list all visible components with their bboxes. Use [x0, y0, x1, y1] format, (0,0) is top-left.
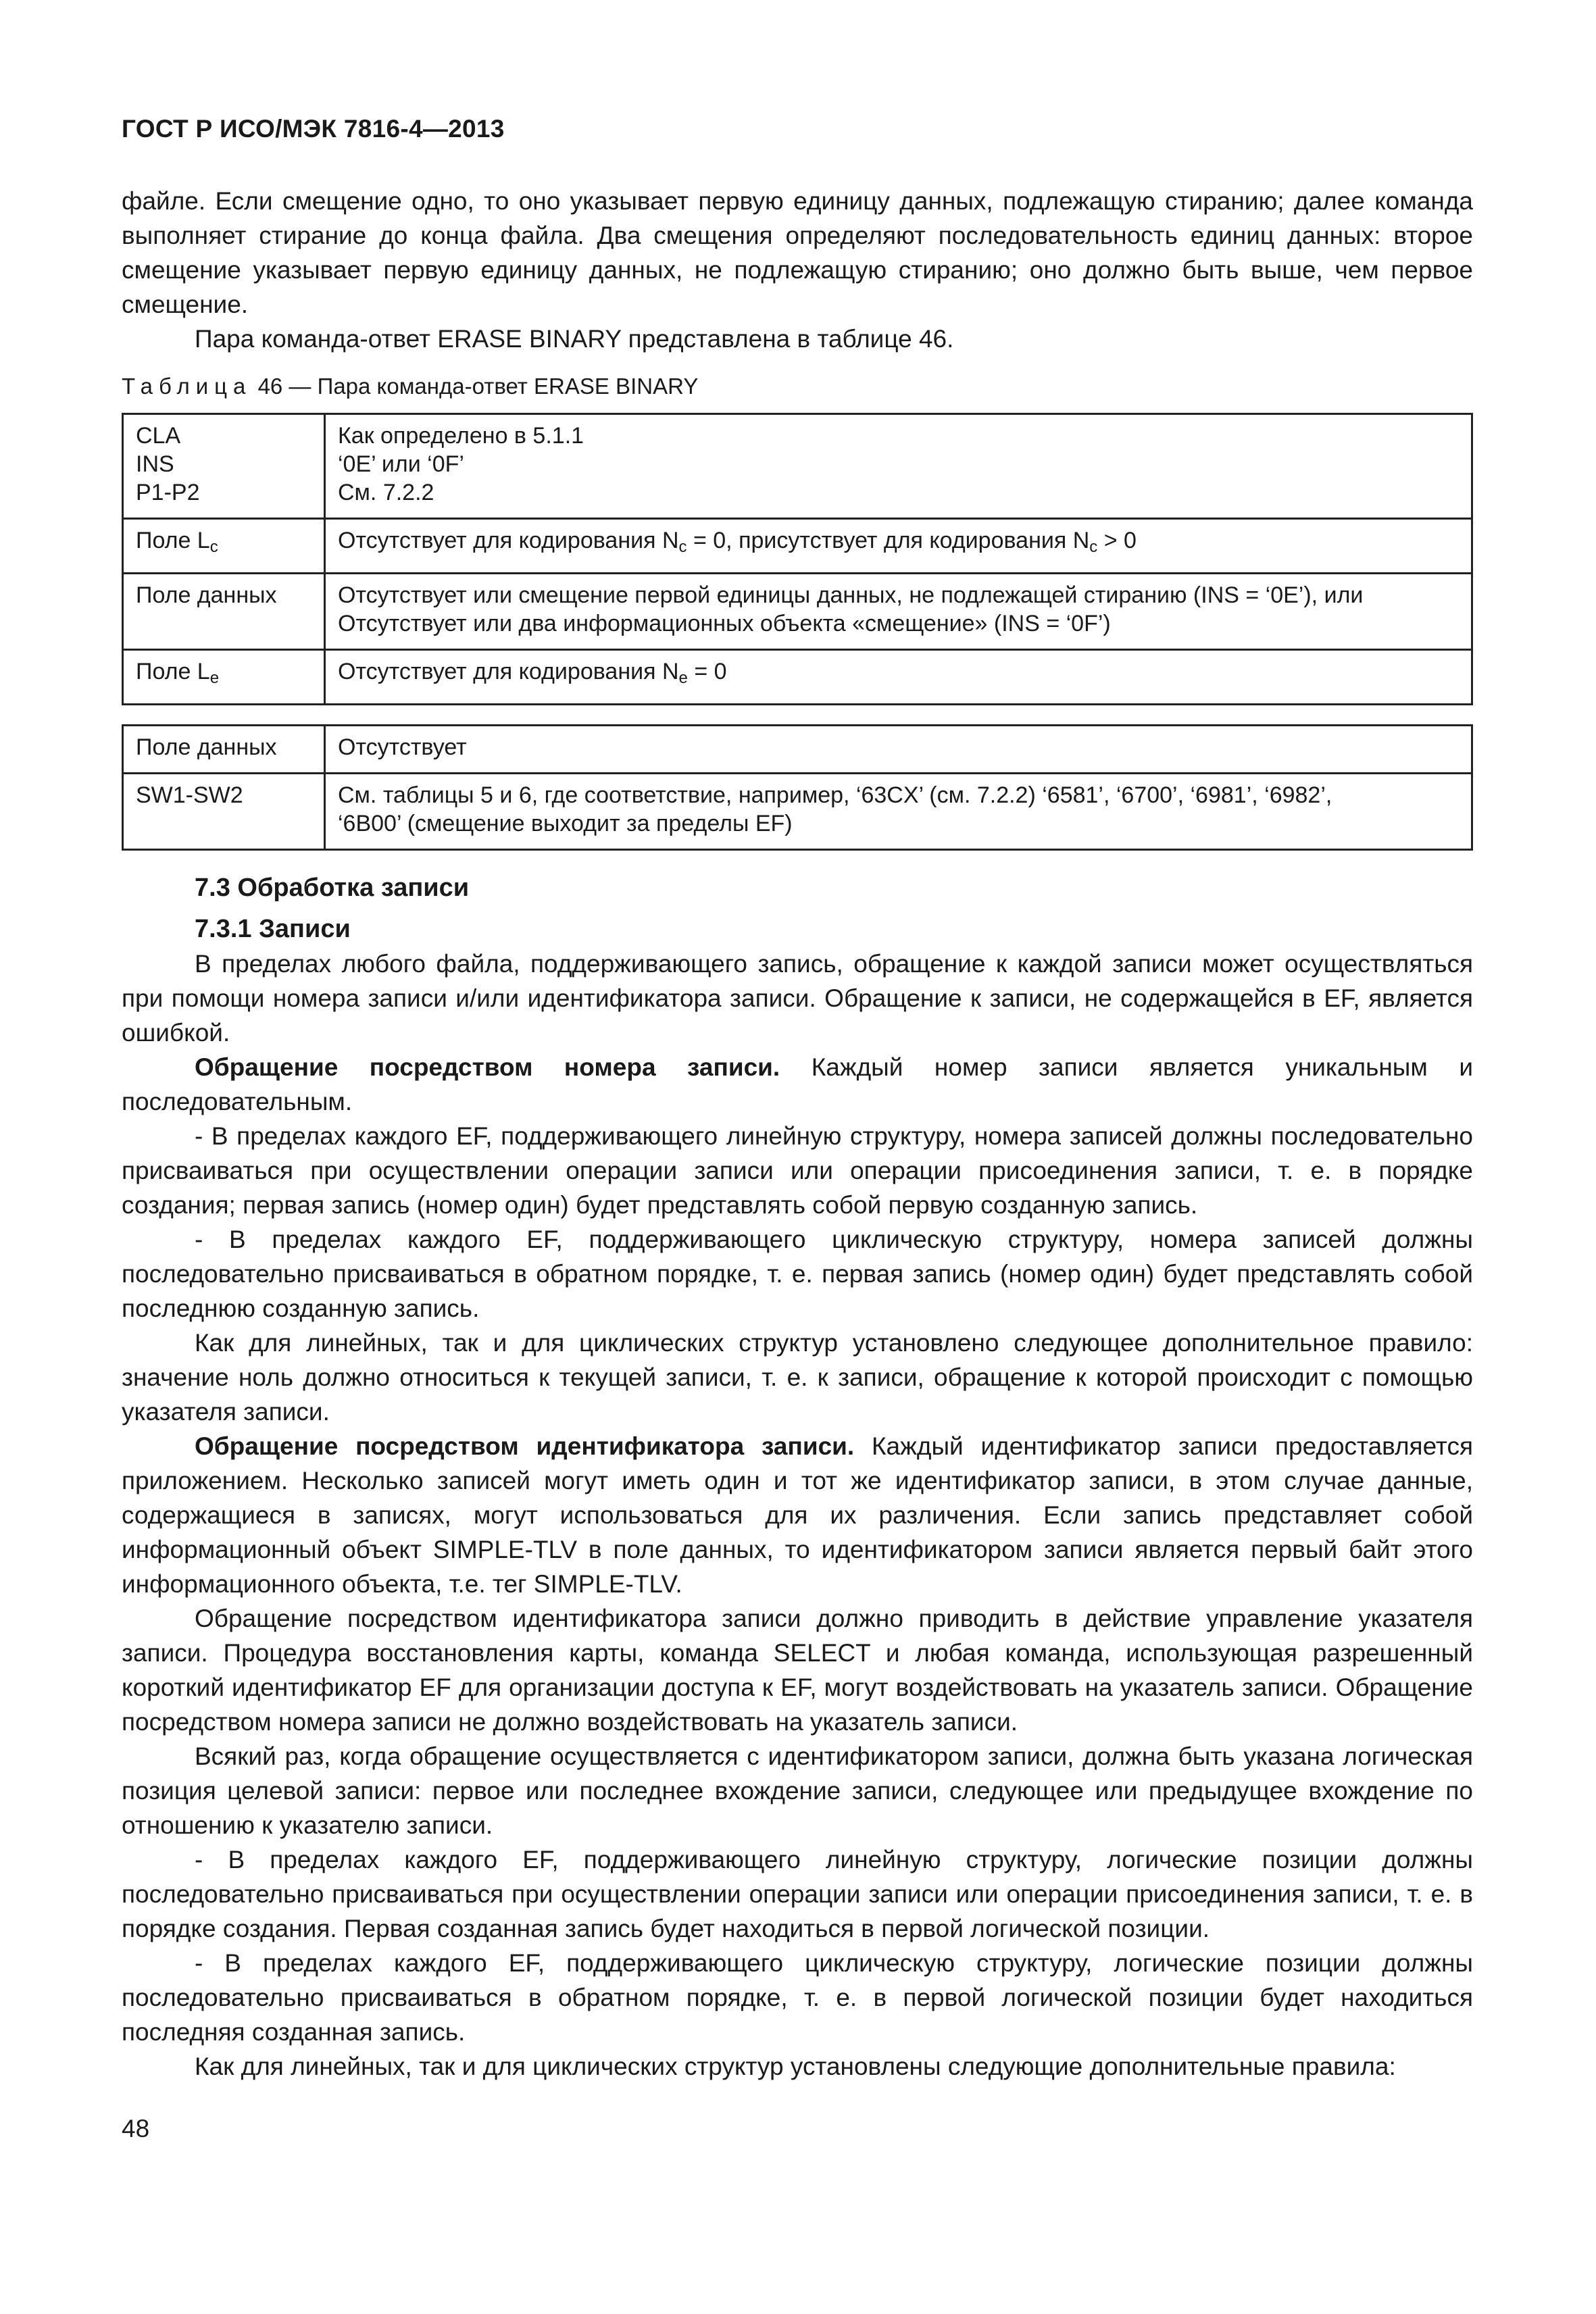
value-ins: ‘0E’ или ‘0F’ — [338, 451, 464, 477]
paragraph: Всякий раз, когда обращение осуществляется с идентификатором записи, должна быть указана логическая позиция целевой записи: первое или последнее вхождение записи, следующее или предыдущее вхождение по отношению к указателю записи. — [122, 1742, 1473, 1839]
page-number: 48 — [122, 2115, 150, 2142]
table-gap — [122, 705, 1473, 724]
document-header: ГОСТ Р ИСО/МЭК 7816-4—2013 — [122, 115, 505, 143]
table-cell-value: См. таблицы 5 и 6, где соответствие, например, ‘63CX’ (см. 7.2.2) ‘6581’, ‘6700’, ‘6981’, ‘6982’, ‘6B00’ (смещение выходит за пределы EF) — [325, 774, 1472, 850]
table-row — [123, 726, 1472, 774]
table-cell-label: Поле $L_e$ — [123, 650, 325, 705]
paragraph: - В пределах каждого EF, поддерживающего линейную структуру, номера записей должны последовательно присваиваться при осуществлении операции записи или операции присоединения записи, т. е. в порядке создания; первая запись (номер один) будет представлять собой первую созданную запись. — [122, 1122, 1473, 1219]
subsection-heading: 7.3.1 Записи — [195, 915, 351, 943]
label-cla: CLA — [136, 423, 181, 449]
intro-paragraph: файле. Если смещение одно, то оно указывает первую единицу данных, подлежащую стиранию; далее команда выполняет стирание до конца файла. Два смещения определяют последовательность единиц данных: второе смещение указывает первую единицу данных, не подлежащую стиранию; оно должно быть выше, чем первое смещение. — [122, 187, 1473, 318]
paragraph: - В пределах каждого EF, поддерживающего циклическую структуру, логические позиции должны последовательно присваиваться в обратном порядке, т. е. в первой логической позиции будет находиться последняя созданная запись. — [122, 1949, 1473, 2046]
table-caption-text: 46 — Пара команда-ответ ERASE BINARY — [257, 374, 699, 399]
table-cell-value — [325, 414, 1472, 519]
table-cell-value: Отсутствует для кодирования $N_e = 0$ — [325, 650, 1472, 705]
table-cell-label: Поле данных — [123, 726, 325, 774]
table-cell-label: Поле данных — [123, 574, 325, 650]
paragraph: - В пределах каждого EF, поддерживающего линейную структуру, логические позиции должны последовательно присваиваться при осуществлении операции записи или операции присоединения записи, т. е. в порядке создания. Первая созданная запись будет находиться в первой логической позиции. — [122, 1846, 1473, 1942]
table-row — [123, 414, 1472, 519]
label-ins: INS — [136, 451, 174, 477]
label-p1p2: P1-P2 — [136, 480, 200, 505]
section-heading: 7.3 Обработка записи — [195, 874, 470, 902]
table-row — [123, 574, 1472, 650]
paragraph: Как для линейных, так и для циклических структур установлены следующие дополнительные правила: — [195, 2053, 1396, 2080]
table-row — [123, 774, 1472, 850]
response-table — [122, 724, 1473, 851]
table-reference: Пара команда-ответ ERASE BINARY представлена в таблице 46. — [195, 325, 954, 353]
table-cell-value: Отсутствует для кодирования $N_c = 0$, присутствует для кодирования $N_c > 0$ — [325, 519, 1472, 574]
command-table — [122, 413, 1473, 705]
table-row — [123, 519, 1472, 574]
table-caption — [122, 374, 1473, 399]
paragraph: - В пределах каждого EF, поддерживающего циклическую структуру, номера записей должны последовательно присваиваться в обратном порядке, т. е. первая запись (номер один) будет представлять собой последнюю созданную запись. — [122, 1226, 1473, 1322]
paragraph: В пределах любого файла, поддерживающего запись, обращение к каждой записи может осуществляться при помощи номера записи и/или идентификатора записи. Обращение к записи, не содержащейся в EF, является ошибкой. — [122, 950, 1473, 1047]
value-cla: Как определено в 5.1.1 — [338, 423, 584, 449]
paragraph: Как для линейных, так и для циклических структур установлено следующее дополнительное правило: значение ноль должно относиться к текущей записи, т. е. к записи, обращение к которой происходит с помощью указателя записи. — [122, 1329, 1473, 1426]
table-row — [123, 650, 1472, 705]
table-cell-value: Отсутствует — [325, 726, 1472, 774]
table-cell-label: Поле $L_c$ — [123, 519, 325, 574]
table-cell-value: Отсутствует или смещение первой единицы данных, не подлежащей стиранию (INS = ‘0E’), или Отсутствует или два информационных объекта «смещение» (INS = ‘0F’) — [325, 574, 1472, 650]
paragraph: Обращение посредством идентификатора записи. Каждый идентификатор записи предоставляется приложением. Несколько записей могут иметь один и тот же идентификатор записи, в этом случае данные, содержащиеся в записях, могут использоваться для их различения. Если запись представляет собой информационный объект SIMPLE-TLV в поле данных, то идентификатором записи является первый байт этого информационного объекта, т.е. тег SIMPLE-TLV. — [122, 1432, 1473, 1598]
table-cell-label: SW1-SW2 — [123, 774, 325, 850]
table-cell-label — [123, 414, 325, 519]
document-page — [122, 115, 1473, 2143]
value-p1p2: См. 7.2.2 — [338, 480, 434, 505]
table-caption-word: Таблица — [122, 374, 252, 399]
paragraph: Обращение посредством идентификатора записи должно приводить в действие управление указателя записи. Процедура восстановления карты, команда SELECT и любая команда, использующая разрешенный короткий идентификатор EF для организации доступа к EF, могут воздействовать на указатель записи. Обращение посредством номера записи не должно воздействовать на указатель записи. — [122, 1605, 1473, 1736]
paragraph: Обращение посредством номера записи. Каждый номер записи является уникальным и последовательным. — [122, 1053, 1473, 1115]
